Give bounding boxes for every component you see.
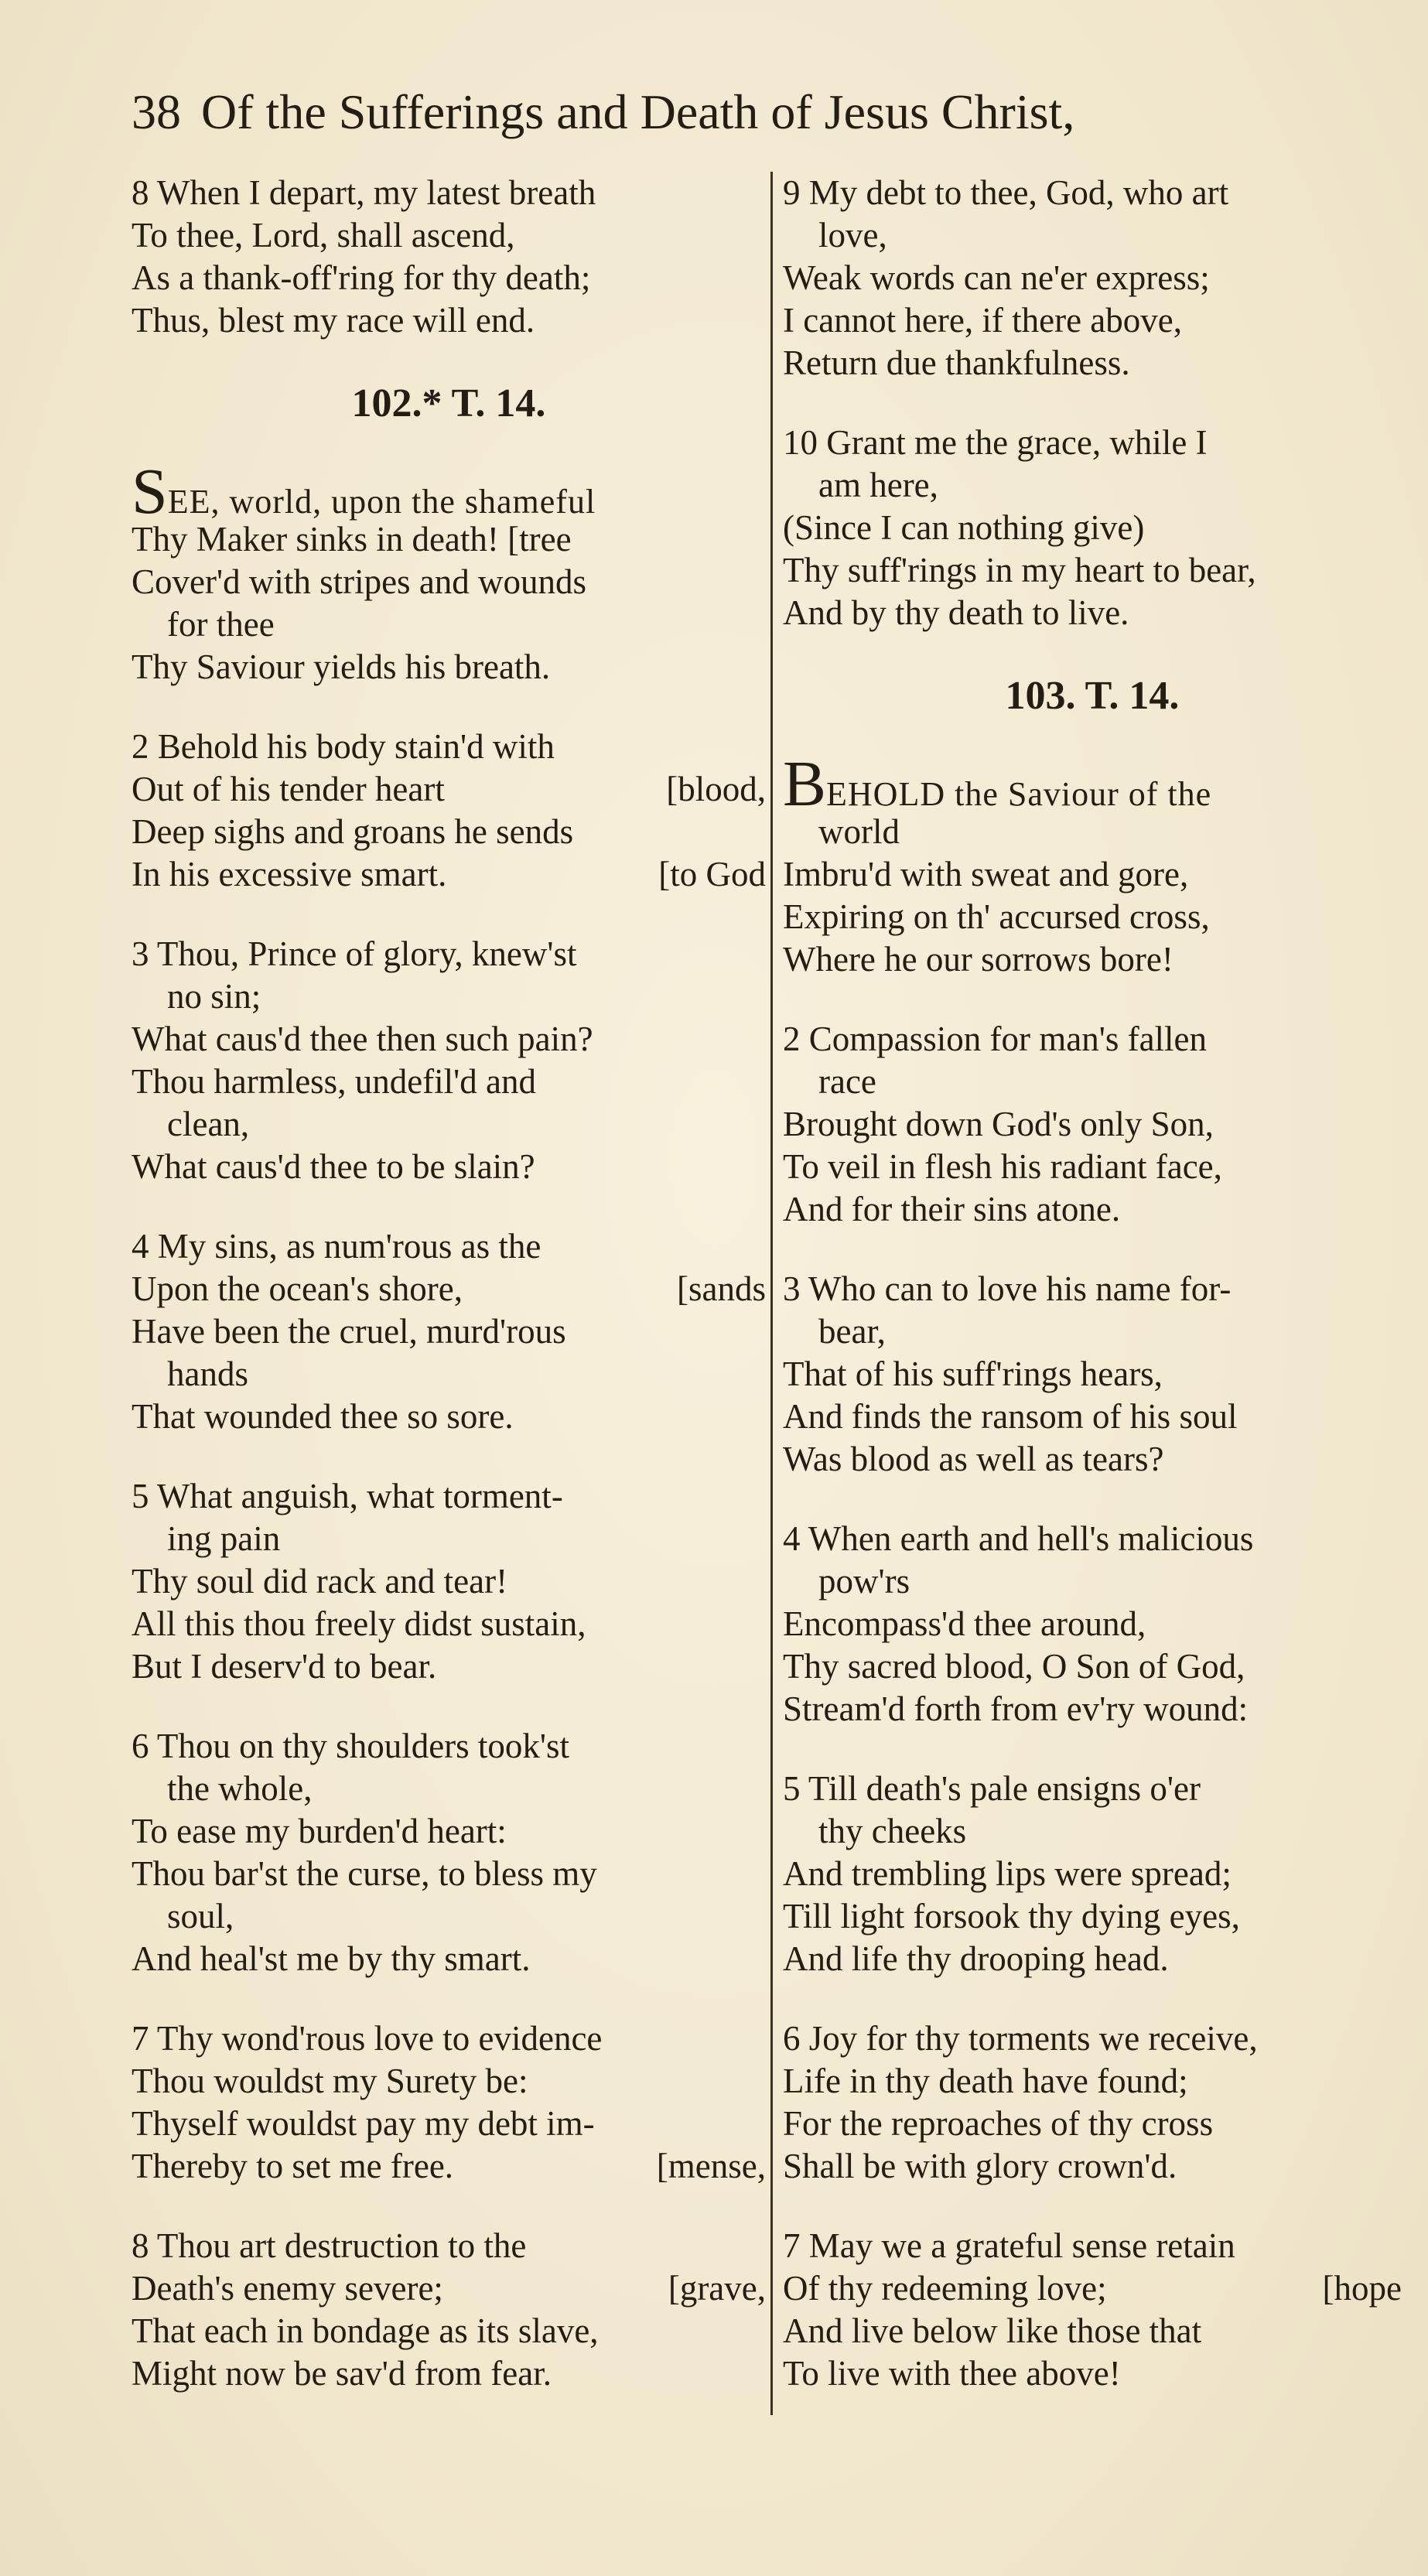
verse-line: Thy soul did rack and tear! (132, 1562, 508, 1601)
verse-line: But I deserv'd to bear. (132, 1647, 437, 1686)
verse-line: I cannot here, if there above, (783, 301, 1182, 340)
turnover-word: [hope (1322, 2269, 1402, 2308)
verse-line (132, 456, 766, 528)
verse-line: And trembling lips were spread; (783, 1854, 1232, 1893)
verse-line: And by thy death to live. (783, 593, 1129, 632)
verse-line: To ease my burden'd heart: (132, 1812, 507, 1850)
verse-line: love, (818, 216, 887, 255)
stanza (132, 456, 766, 688)
verse-line: am here, (818, 466, 938, 504)
verse-line: Return due thankfulness. (783, 343, 1130, 382)
verse-line: Weak words can ne'er express; (783, 258, 1210, 297)
verse-line: That each in bondage as its slave, (132, 2311, 599, 2350)
verse-line: Where he our sorrows bore! (783, 940, 1173, 979)
verse-line: What caus'd thee then such pain? (132, 1020, 593, 1058)
verse-line: no sin; (167, 977, 261, 1016)
verse-text: Death's enemy severe; (132, 2269, 443, 2308)
verse-line: To live with thee above! (783, 2354, 1121, 2393)
verse-line: And finds the ransom of his soul (783, 1397, 1238, 1436)
verse-line: 4 My sins, as num'rous as the (132, 1227, 541, 1266)
first-line-rest: EHOLD the Saviour of the (826, 775, 1212, 813)
stanza (132, 2017, 766, 2188)
stanza (132, 726, 766, 896)
page-number: 38 (132, 84, 181, 139)
verse-text: Thereby to set me free. (132, 2147, 454, 2185)
verse-line: Thus, blest my race will end. (132, 301, 535, 340)
verse-line: 5 Till death's pale ensigns o'er (783, 1769, 1201, 1808)
verse-line: That wounded thee so sore. (132, 1397, 514, 1436)
stanza (783, 748, 1402, 981)
verse-line: 5 What anguish, what torment- (132, 1477, 563, 1515)
verse-line: 6 Thou on thy shoulders took'st (132, 1727, 570, 1765)
stanza (783, 1768, 1402, 1980)
verse-line (132, 2145, 766, 2188)
turnover-word: [blood, (666, 770, 766, 808)
verse-line: thy cheeks (818, 1812, 967, 1850)
right-column (783, 172, 1402, 2395)
stanza (132, 1475, 766, 1688)
verse-line: 10 Grant me the grace, while I (783, 423, 1208, 462)
verse-line: Cover'd with stripes and wounds (132, 562, 587, 601)
stanza (783, 2017, 1402, 2188)
verse-line: To veil in flesh his radiant face, (783, 1147, 1222, 1186)
stanza (132, 2225, 766, 2395)
verse-line: Thou wouldst my Surety be: (132, 2062, 528, 2100)
verse-line: 9 My debt to thee, God, who art (783, 173, 1229, 212)
verse-line: Might now be sav'd from fear. (132, 2354, 552, 2393)
turnover-word: [mense, (656, 2147, 766, 2185)
verse-line: ing pain (167, 1519, 281, 1558)
verse-line: Life in thy death have found; (783, 2062, 1188, 2100)
verse-line: Thy sacred blood, O Son of God, (783, 1647, 1245, 1686)
verse-line: 2 Behold his body stain'd with (132, 727, 555, 766)
verse-line: Have been the cruel, murd'rous (132, 1312, 566, 1351)
verse-line: That of his suff'rings hears, (783, 1355, 1163, 1393)
verse-line: pow'rs (818, 1562, 910, 1601)
column-divider (770, 172, 773, 2415)
turnover-word: [sands (677, 1269, 766, 1308)
stanza (132, 1725, 766, 1980)
verse-line (783, 748, 1402, 820)
drop-capital: B (783, 748, 827, 820)
verse-line: race (818, 1062, 876, 1101)
stanza (783, 172, 1402, 384)
verse-line: All this thou freely didst sustain, (132, 1604, 586, 1643)
left-column (132, 172, 766, 2395)
verse-line: 7 Thy wond'rous love to evidence (132, 2019, 603, 2058)
verse-line: world (818, 812, 900, 851)
verse-line: And heal'st me by thy smart. (132, 1939, 531, 1978)
drop-capital: S (132, 456, 168, 528)
turnover-word: [to God (658, 855, 766, 893)
verse-line: 8 Thou art destruction to the (132, 2226, 527, 2265)
verse-line: 2 Compassion for man's fallen (783, 1020, 1208, 1058)
verse-line: What caus'd thee to be slain? (132, 1147, 535, 1186)
verse-line (132, 2267, 766, 2310)
verse-line: Thy suff'rings in my heart to bear, (783, 551, 1256, 589)
verse-line (132, 853, 766, 896)
verse-text: Of thy redeeming love; (783, 2269, 1107, 2308)
verse-line (132, 1268, 766, 1310)
verse-line: Stream'd forth from ev'ry wound: (783, 1689, 1249, 1728)
turnover-word: [grave, (668, 2269, 766, 2308)
verse-line: And live below like those that (783, 2311, 1202, 2350)
stanza (132, 933, 766, 1188)
verse-line: And for their sins atone. (783, 1190, 1121, 1228)
hymn-heading: 102.* T. 14. (351, 381, 546, 425)
verse-line: soul, (167, 1897, 234, 1935)
verse-line: bear, (818, 1312, 886, 1351)
hymn-heading: 103. T. 14. (1005, 674, 1180, 718)
verse-line (783, 2267, 1402, 2310)
verse-line: Encompass'd thee around, (783, 1604, 1146, 1643)
stanza (783, 2225, 1402, 2395)
verse-line: for thee (167, 605, 275, 644)
verse-text: In his excessive smart. (132, 855, 447, 893)
verse-line: Thou bar'st the curse, to bless my (132, 1854, 597, 1893)
verse-line: 3 Thou, Prince of glory, knew'st (132, 934, 577, 973)
verse-line: Brought down God's only Son, (783, 1105, 1214, 1143)
verse-line: Thy Saviour yields his breath. (132, 647, 551, 686)
verse-line: 3 Who can to love his name for- (783, 1269, 1232, 1308)
running-title: Of the Sufferings and Death of Jesus Christ, (201, 84, 1075, 139)
verse-line: To thee, Lord, shall ascend, (132, 216, 515, 255)
verse-line: 6 Joy for thy torments we receive, (783, 2019, 1258, 2058)
verse-line: the whole, (167, 1769, 313, 1808)
stanza (783, 422, 1402, 634)
verse-line: 4 When earth and hell's malicious (783, 1519, 1254, 1558)
verse-line: Expiring on th' accursed cross, (783, 897, 1210, 936)
verse-line: For the reproaches of thy cross (783, 2104, 1214, 2143)
verse-line: clean, (167, 1105, 250, 1143)
stanza (783, 1268, 1402, 1481)
first-line-rest: EE, world, upon the shameful (167, 483, 596, 521)
verse-line: As a thank-off'ring for thy death; (132, 258, 591, 297)
verse-line (132, 768, 766, 811)
verse-line: 7 May we a grateful sense retain (783, 2226, 1235, 2265)
verse-line: Was blood as well as tears? (783, 1440, 1164, 1478)
verse-line: Deep sighs and groans he sends (132, 812, 574, 851)
verse-line: Thyself wouldst pay my debt im- (132, 2104, 595, 2143)
stanza (783, 1518, 1402, 1730)
verse-text: Upon the ocean's shore, (132, 1269, 463, 1308)
verse-line: Shall be with glory crown'd. (783, 2147, 1177, 2185)
verse-line: hands (167, 1355, 248, 1393)
stanza (783, 1018, 1402, 1231)
verse-line: (Since I can nothing give) (783, 508, 1145, 547)
stanza (132, 172, 766, 342)
verse-line: And life thy drooping head. (783, 1939, 1169, 1978)
verse-line: Imbru'd with sweat and gore, (783, 855, 1189, 893)
verse-line: 8 When I depart, my latest breath (132, 173, 596, 212)
verse-line: Thou harmless, undefil'd and (132, 1062, 536, 1101)
verse-line: Thy Maker sinks in death! [tree (132, 520, 572, 559)
verse-text: Out of his tender heart (132, 770, 445, 808)
stanza (132, 1225, 766, 1438)
running-header (132, 77, 1338, 147)
verse-line: Till light forsook thy dying eyes, (783, 1897, 1240, 1935)
